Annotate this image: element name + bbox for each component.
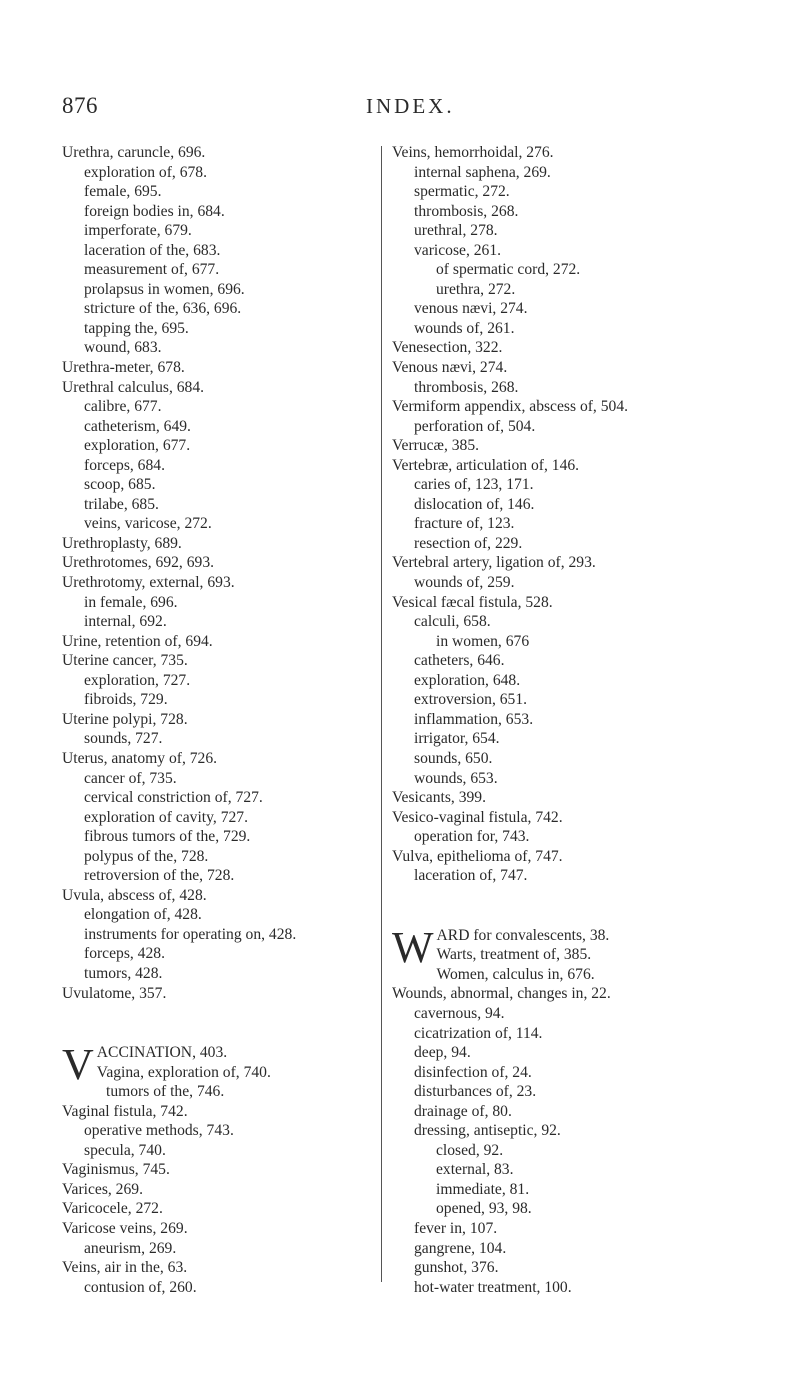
index-entry — [62, 1063, 380, 1083]
index-entry-text: polypus of the, 728. — [84, 847, 209, 865]
index-entry — [392, 1180, 764, 1200]
index-entry — [62, 1180, 380, 1200]
index-entry-text: spermatic, 272. — [414, 183, 510, 201]
index-entry — [392, 299, 764, 319]
index-entry-text: catheterism, 649. — [84, 417, 191, 435]
index-entry — [392, 378, 764, 398]
index-entry — [62, 905, 380, 925]
index-entry-text: contusion of, 260. — [84, 1278, 197, 1296]
index-entry — [62, 984, 380, 1004]
index-entry — [392, 143, 764, 163]
index-entry — [392, 202, 764, 222]
index-entry-text: Urethrotomy, external, 693. — [62, 574, 235, 592]
index-entry — [392, 573, 764, 593]
index-entry-text: urethra, 272. — [436, 280, 516, 298]
index-entry-text: foreign bodies in, 684. — [84, 202, 225, 220]
index-entry — [392, 769, 764, 789]
index-entry — [392, 456, 764, 476]
index-entry-text: disinfection of, 24. — [414, 1063, 532, 1081]
index-entry — [392, 1160, 764, 1180]
index-entry — [62, 436, 380, 456]
index-entry — [392, 945, 764, 965]
index-entry-text: specula, 740. — [84, 1141, 166, 1159]
drop-cap-letter: W — [392, 922, 434, 972]
running-head: INDEX. — [366, 94, 455, 118]
index-entry — [392, 1082, 764, 1102]
index-entry-text: thrombosis, 268. — [414, 378, 519, 396]
index-entry-text: aneurism, 269. — [84, 1239, 177, 1257]
index-entry-text: calculi, 658. — [414, 613, 491, 631]
index-entry-text: exploration, 727. — [84, 671, 191, 689]
index-entry-text: Urethra-meter, 678. — [62, 359, 185, 377]
index-column-right — [392, 143, 764, 1297]
index-entry — [392, 319, 764, 339]
index-entry — [392, 729, 764, 749]
index-entry — [392, 182, 764, 202]
index-entry — [62, 886, 380, 906]
index-entry — [62, 593, 380, 613]
index-entry — [62, 632, 380, 652]
index-entry — [62, 1199, 380, 1219]
index-entry-text: Venesection, 322. — [392, 339, 503, 357]
index-entry — [392, 651, 764, 671]
index-entry-text: Vertebral artery, ligation of, 293. — [392, 554, 596, 572]
index-entry — [62, 847, 380, 867]
index-entry — [392, 984, 764, 1004]
index-entry-text: Vesicants, 399. — [392, 789, 486, 807]
index-entry-text: Veins, hemorrhoidal, 276. — [392, 144, 554, 161]
index-entry-text: dressing, antiseptic, 92. — [414, 1122, 561, 1140]
index-entry-text: wounds of, 261. — [414, 319, 515, 337]
index-entry — [62, 358, 380, 378]
index-entry-text: cavernous, 94. — [414, 1004, 505, 1022]
index-entry-text: Warts, treatment of, 385. — [436, 946, 592, 964]
index-entry — [62, 651, 380, 671]
index-entry-text: hot-water treatment, 100. — [414, 1278, 572, 1296]
index-entry-text: perforation of, 504. — [414, 417, 536, 435]
index-entry — [392, 612, 764, 632]
index-entry-text: resection of, 229. — [414, 534, 523, 552]
index-entry — [392, 1102, 764, 1122]
index-entry — [392, 671, 764, 691]
column-divider — [381, 146, 382, 1282]
index-entry-text: extroversion, 651. — [414, 691, 528, 709]
index-entry — [62, 671, 380, 691]
index-entry-text: cervical constriction of, 727. — [84, 789, 263, 807]
index-entry-text: external, 83. — [436, 1161, 514, 1179]
index-entry — [62, 241, 380, 261]
index-entry — [392, 690, 764, 710]
index-entry-text: internal saphena, 269. — [414, 163, 551, 181]
index-entry-text: catheters, 646. — [414, 652, 505, 670]
index-entry-text: caries of, 123, 171. — [414, 476, 534, 494]
index-entry — [62, 944, 380, 964]
index-entry — [62, 1219, 380, 1239]
index-entry-text: Urethroplasty, 689. — [62, 534, 182, 552]
index-entry — [392, 1063, 764, 1083]
index-entry — [62, 417, 380, 437]
index-entry-text: Varices, 269. — [62, 1180, 143, 1198]
index-entry-text: internal, 692. — [84, 613, 167, 631]
index-entry-text: Venous nævi, 274. — [392, 359, 508, 377]
index-entry-text: in women, 676 — [436, 632, 530, 650]
index-entry — [62, 729, 380, 749]
index-entry — [62, 769, 380, 789]
index-entry-text: closed, 92. — [436, 1141, 504, 1159]
index-entry-text: Urethra, caruncle, 696. — [62, 144, 206, 161]
index-entry-text: trilabe, 685. — [84, 495, 159, 513]
index-entry-text: imperforate, 679. — [84, 222, 192, 240]
index-entry — [392, 436, 764, 456]
index-entry — [62, 866, 380, 886]
index-entry — [392, 358, 764, 378]
index-entry — [62, 397, 380, 417]
index-entry-text: Urethrotomes, 692, 693. — [62, 554, 215, 572]
index-entry — [392, 808, 764, 828]
index-entry-text: Uvula, abscess of, 428. — [62, 886, 207, 904]
index-entry — [392, 827, 764, 847]
index-entry-text: of spermatic cord, 272. — [436, 261, 581, 279]
index-entry — [392, 553, 764, 573]
index-entry — [62, 456, 380, 476]
index-entry-text: Varicose veins, 269. — [62, 1219, 188, 1237]
index-entry — [62, 280, 380, 300]
index-entry-text: wounds of, 259. — [414, 574, 515, 592]
index-entry-text: elongation of, 428. — [84, 906, 202, 924]
index-entry-text: Uterine polypi, 728. — [62, 710, 188, 728]
index-entry-text: inflammation, 653. — [414, 710, 534, 728]
index-entry — [392, 847, 764, 867]
index-entry-text: Veins, air in the, 63. — [62, 1259, 188, 1277]
index-entry-text: gangrene, 104. — [414, 1239, 507, 1257]
index-entry-text: Vulva, epithelioma of, 747. — [392, 847, 563, 865]
index-entry — [62, 221, 380, 241]
index-entry — [62, 534, 380, 554]
index-entry — [62, 925, 380, 945]
index-entry-text: Vaginismus, 745. — [62, 1161, 170, 1179]
index-entry — [62, 788, 380, 808]
index-entry-text: varicose, 261. — [414, 241, 502, 259]
index-entry-text: female, 695. — [84, 183, 162, 201]
index-entry — [392, 788, 764, 808]
index-entry — [392, 417, 764, 437]
index-entry-text: sounds, 650. — [414, 749, 493, 767]
index-entry-text: exploration, 677. — [84, 437, 191, 455]
index-entry — [392, 1024, 764, 1044]
index-entry-text: retroversion of the, 728. — [84, 867, 235, 885]
index-entry — [62, 710, 380, 730]
index-entry — [392, 965, 764, 985]
index-entry — [62, 338, 380, 358]
index-entry-text: wound, 683. — [84, 339, 162, 357]
index-entry-text: in female, 696. — [84, 593, 178, 611]
index-entry — [392, 593, 764, 613]
index-entry-text: fracture of, 123. — [414, 515, 515, 533]
index-entry — [62, 260, 380, 280]
index-entry — [62, 690, 380, 710]
index-entry-text: sounds, 727. — [84, 730, 163, 748]
index-entry — [62, 163, 380, 183]
index-entry-text: opened, 93, 98. — [436, 1200, 532, 1218]
index-entry-text: drainage of, 80. — [414, 1102, 512, 1120]
index-entry — [62, 1278, 380, 1298]
index-entry — [392, 632, 764, 652]
index-entry — [62, 612, 380, 632]
index-entry — [62, 553, 380, 573]
index-entry — [392, 397, 764, 417]
index-entry — [392, 163, 764, 183]
page-number: 876 — [62, 93, 98, 118]
index-entry — [62, 1121, 380, 1141]
index-entry — [392, 1199, 764, 1219]
index-entry — [62, 1102, 380, 1122]
index-entry — [62, 143, 380, 163]
index-entry-text: venous nævi, 274. — [414, 300, 528, 318]
index-entry — [62, 573, 380, 593]
index-entry — [392, 710, 764, 730]
index-entry-text: ACCINATION, 403. — [96, 1044, 228, 1062]
index-entry — [392, 1004, 764, 1024]
index-entry-text: laceration of, 747. — [414, 867, 528, 885]
index-entry — [392, 1219, 764, 1239]
index-entry — [392, 1239, 764, 1259]
index-entry-text: exploration of, 678. — [84, 163, 207, 181]
index-entry — [62, 827, 380, 847]
index-entry — [62, 1082, 380, 1102]
index-entry — [392, 280, 764, 300]
index-entry-text: veins, varicose, 272. — [84, 515, 212, 533]
index-entry-text: Women, calculus in, 676. — [436, 965, 595, 983]
index-entry — [392, 1121, 764, 1141]
index-entry — [62, 319, 380, 339]
index-entry-text: laceration of the, 683. — [84, 241, 221, 259]
index-entry — [392, 1141, 764, 1161]
index-entry — [392, 241, 764, 261]
index-entry-text: fibroids, 729. — [84, 691, 168, 709]
index-entry-text: exploration of cavity, 727. — [84, 808, 248, 826]
index-entry — [392, 534, 764, 554]
index-entry — [392, 260, 764, 280]
index-entry — [62, 808, 380, 828]
index-entry-text: instruments for operating on, 428. — [84, 925, 297, 943]
index-entry — [62, 495, 380, 515]
index-entry-text: scoop, 685. — [84, 476, 156, 494]
index-entry-text: Vermiform appendix, abscess of, 504. — [392, 398, 629, 416]
index-entry-text: exploration, 648. — [414, 671, 521, 689]
index-entry-text: fibrous tumors of the, 729. — [84, 828, 251, 846]
index-entry-text: forceps, 684. — [84, 456, 165, 474]
index-entry-text: Uterine cancer, 735. — [62, 652, 188, 670]
index-entry-text: Vertebræ, articulation of, 146. — [392, 456, 580, 474]
index-entry-text: forceps, 428. — [84, 945, 165, 963]
index-entry-text: gunshot, 376. — [414, 1259, 499, 1277]
index-entry — [392, 514, 764, 534]
index-column-left — [62, 143, 380, 1297]
index-entry-text: Varicocele, 272. — [62, 1200, 163, 1218]
index-entry — [392, 495, 764, 515]
index-entry-text: disturbances of, 23. — [414, 1083, 537, 1101]
index-entry — [392, 1278, 764, 1298]
index-entry-text: Vagina, exploration of, 740. — [96, 1063, 271, 1081]
index-entry — [392, 338, 764, 358]
index-entry — [62, 514, 380, 534]
index-entry-text: tapping the, 695. — [84, 319, 189, 337]
index-entry — [62, 1141, 380, 1161]
index-entry — [62, 964, 380, 984]
index-entry — [62, 202, 380, 222]
index-entry-text: Urethral calculus, 684. — [62, 378, 205, 396]
index-entry — [62, 378, 380, 398]
index-entry-text: Uterus, anatomy of, 726. — [62, 749, 218, 767]
index-entry — [62, 182, 380, 202]
index-entry-text: cicatrization of, 114. — [414, 1024, 543, 1042]
index-entry — [62, 1258, 380, 1278]
index-entry-text: urethral, 278. — [414, 222, 498, 240]
index-entry — [392, 475, 764, 495]
index-entry — [392, 749, 764, 769]
index-entry-text: deep, 94. — [414, 1044, 471, 1062]
index-entry-text: ARD for convalescents, 38. — [436, 926, 610, 944]
index-entry — [392, 866, 764, 886]
index-entry — [62, 749, 380, 769]
index-entry-text: operation for, 743. — [414, 828, 530, 846]
index-entry — [62, 299, 380, 319]
index-entry — [62, 1239, 380, 1259]
index-entry-text: Vaginal fistula, 742. — [62, 1102, 188, 1120]
index-entry-text: dislocation of, 146. — [414, 495, 535, 513]
index-entry-text: Vesical fæcal fistula, 528. — [392, 593, 553, 611]
index-entry — [62, 475, 380, 495]
index-entry-text: measurement of, 677. — [84, 261, 220, 279]
index-entry-text: tumors of the, 746. — [106, 1083, 225, 1101]
index-entry-text: calibre, 677. — [84, 398, 162, 416]
index-entry-text: cancer of, 735. — [84, 769, 177, 787]
index-entry-text: Urine, retention of, 694. — [62, 632, 213, 650]
index-entry-text: thrombosis, 268. — [414, 202, 519, 220]
index-entry — [392, 1258, 764, 1278]
index-entry — [392, 221, 764, 241]
index-entry-text: Verrucæ, 385. — [392, 437, 480, 455]
index-entry-text: Vesico-vaginal fistula, 742. — [392, 808, 563, 826]
index-entry-text: wounds, 653. — [414, 769, 498, 787]
index-entry — [392, 1043, 764, 1063]
index-entry — [62, 1160, 380, 1180]
index-entry-text: stricture of the, 636, 696. — [84, 300, 242, 318]
index-entry-text: immediate, 81. — [436, 1180, 530, 1198]
index-entry-text: Uvulatome, 357. — [62, 984, 167, 1002]
drop-cap-letter: V — [62, 1040, 94, 1090]
index-entry-text: tumors, 428. — [84, 964, 163, 982]
index-entry-text: operative methods, 743. — [84, 1122, 234, 1140]
index-entry-text: Wounds, abnormal, changes in, 22. — [392, 985, 611, 1003]
index-entry-text: prolapsus in women, 696. — [84, 280, 245, 298]
index-entry-text: fever in, 107. — [414, 1219, 498, 1237]
index-entry-text: irrigator, 654. — [414, 730, 500, 748]
